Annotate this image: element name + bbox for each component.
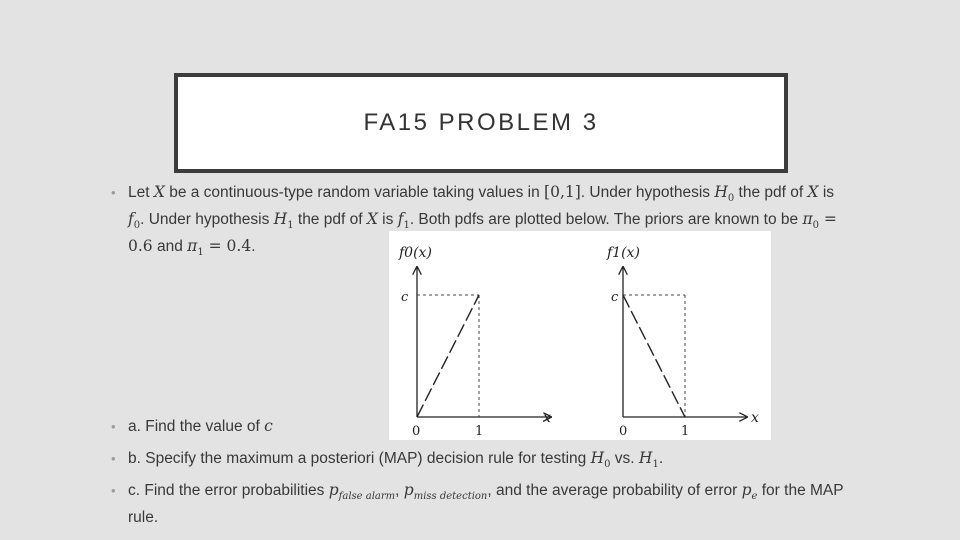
f1-tick-0: 0 [619,424,628,439]
plot-f0 [398,245,551,439]
bullet-b: • b. Specify the maximum a posteriori (MAP) decision rule for testing $H_0$ vs. $H_1$. [111,449,664,471]
f0-ylabel: f0(x) [399,245,432,261]
slide-title: FA15 PROBLEM 3 [363,109,599,136]
plot-f1 [606,245,759,439]
f0-tick-0: 0 [412,424,421,439]
f1-c-label: c [611,290,619,305]
bullet-dot: • [111,185,116,200]
f1-density-line [623,295,685,417]
bullet-dot: • [111,483,116,498]
bullet-dot: • [111,419,116,434]
f0-density-line [417,295,479,417]
f1-tick-1: 1 [681,424,690,439]
bullet-c: • c. Find the error probabilities $p_{false alarm}$, $p_{miss detection}$, and the average probability of error $p_e$ for the MAP rule. [111,481,844,527]
f1-x-label: x [751,410,759,426]
bullet-intro: • Let X be a continuous-type random variable taking values in [0,1]. Under hypothesis $H_0$ the pdf of X is $f_0$. Under hypothesis $H_1$ the pdf of X is $f_1$. Both pdfs are plotted below. The priors are known to be $\pi_0 = 0.6$ and $\pi_1 = 0.4$. [111,183,837,259]
f0-x-label: x [543,410,551,426]
bullet-dot: • [111,451,116,466]
title-box [174,73,788,173]
pdf-plots-svg [389,231,771,440]
f0-tick-1: 1 [475,424,484,439]
pdf-figure [389,231,771,440]
f0-c-label: c [401,290,409,305]
bullet-a: • a. Find the value of c [111,417,273,435]
f1-ylabel: f1(x) [607,245,640,261]
